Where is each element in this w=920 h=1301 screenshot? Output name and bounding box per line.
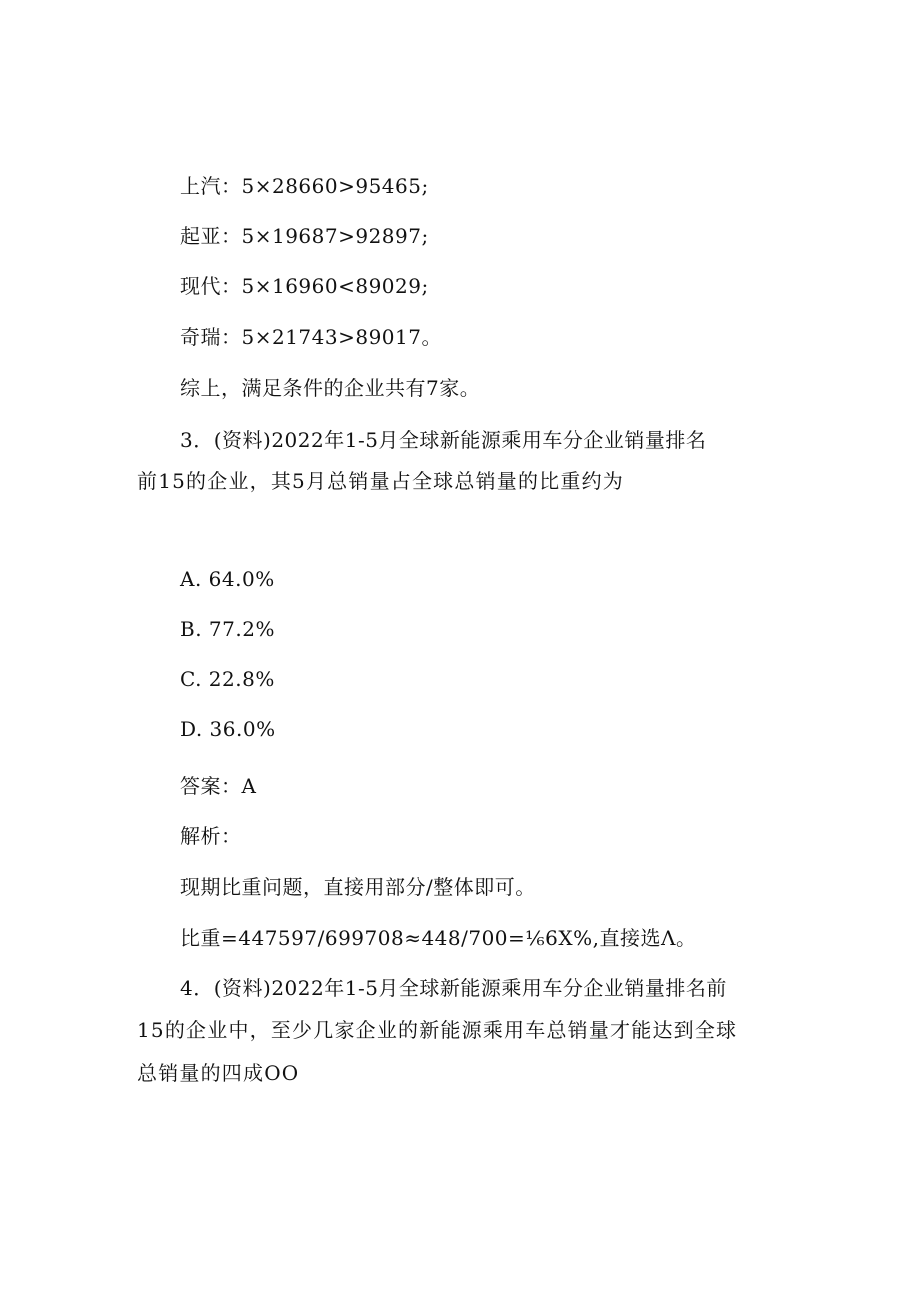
calc-line-hyundai: 现代：5×16960<89029; xyxy=(180,274,429,298)
calc-line-saic: 上汽：5×28660>95465; xyxy=(180,174,429,198)
option-d: D. 36.0% xyxy=(180,717,276,741)
question-4-line-2: 15的企业中，至少几家企业的新能源乘用车总销量才能达到全球 xyxy=(137,1018,738,1042)
analysis-text-2: 比重=447597/699708≈448/700=⅙6X%,直接选Λ。 xyxy=(180,926,697,950)
answer-text: 答案：A xyxy=(180,774,257,798)
analysis-text-1: 现期比重问题，直接用部分/整体即可。 xyxy=(180,875,536,899)
option-b: B. 77.2% xyxy=(180,617,275,641)
summary-text: 综上，满足条件的企业共有7家。 xyxy=(180,376,481,400)
question-3-line-1: 3．(资料)2022年1-5月全球新能源乘用车分企业销量排名 xyxy=(180,428,707,452)
analysis-label: 解析： xyxy=(180,824,242,848)
calc-line-chery: 奇瑞：5×21743>89017。 xyxy=(180,325,442,349)
calc-line-kia: 起亚：5×19687>92897; xyxy=(180,224,429,248)
question-4-line-1: 4．(资料)2022年1-5月全球新能源乘用车分企业销量排名前 xyxy=(180,976,727,1000)
option-c: C. 22.8% xyxy=(180,667,275,691)
question-4-line-3: 总销量的四成OO xyxy=(137,1061,300,1085)
question-3-line-2: 前15的企业，其5月总销量占全球总销量的比重约为 xyxy=(137,469,624,493)
option-a: A. 64.0% xyxy=(180,567,275,591)
